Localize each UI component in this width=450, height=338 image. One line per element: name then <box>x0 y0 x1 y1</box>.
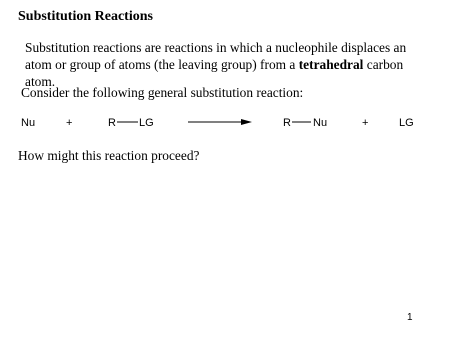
question-text: How might this reaction proceed? <box>18 148 200 163</box>
reactant-nucleophile: Nu <box>21 117 36 129</box>
intro-bold-term: tetrahedral <box>298 57 364 72</box>
intro-text-end: carbon atom. <box>25 57 404 89</box>
reaction-scheme <box>0 108 450 138</box>
slide-title: Substitution Reactions <box>18 9 153 24</box>
reaction-arrowhead <box>241 119 252 125</box>
consider-text: Consider the following general substitution reaction: <box>21 85 304 100</box>
plus-sign-right: + <box>362 117 369 129</box>
intro-paragraph <box>25 39 435 90</box>
reactant-r-group: R <box>108 117 116 129</box>
product-r-group: R <box>283 117 291 129</box>
plus-sign-left: + <box>66 117 73 129</box>
reactant-leaving-group: LG <box>139 117 154 129</box>
page-number: 1 <box>407 312 413 323</box>
product-leaving-group: LG <box>399 117 414 129</box>
intro-text-start: Substitution reactions are reactions in which a nucleophile displaces an atom or group of atoms (the leaving group) from a <box>25 40 407 72</box>
product-nucleophile: Nu <box>313 117 328 129</box>
